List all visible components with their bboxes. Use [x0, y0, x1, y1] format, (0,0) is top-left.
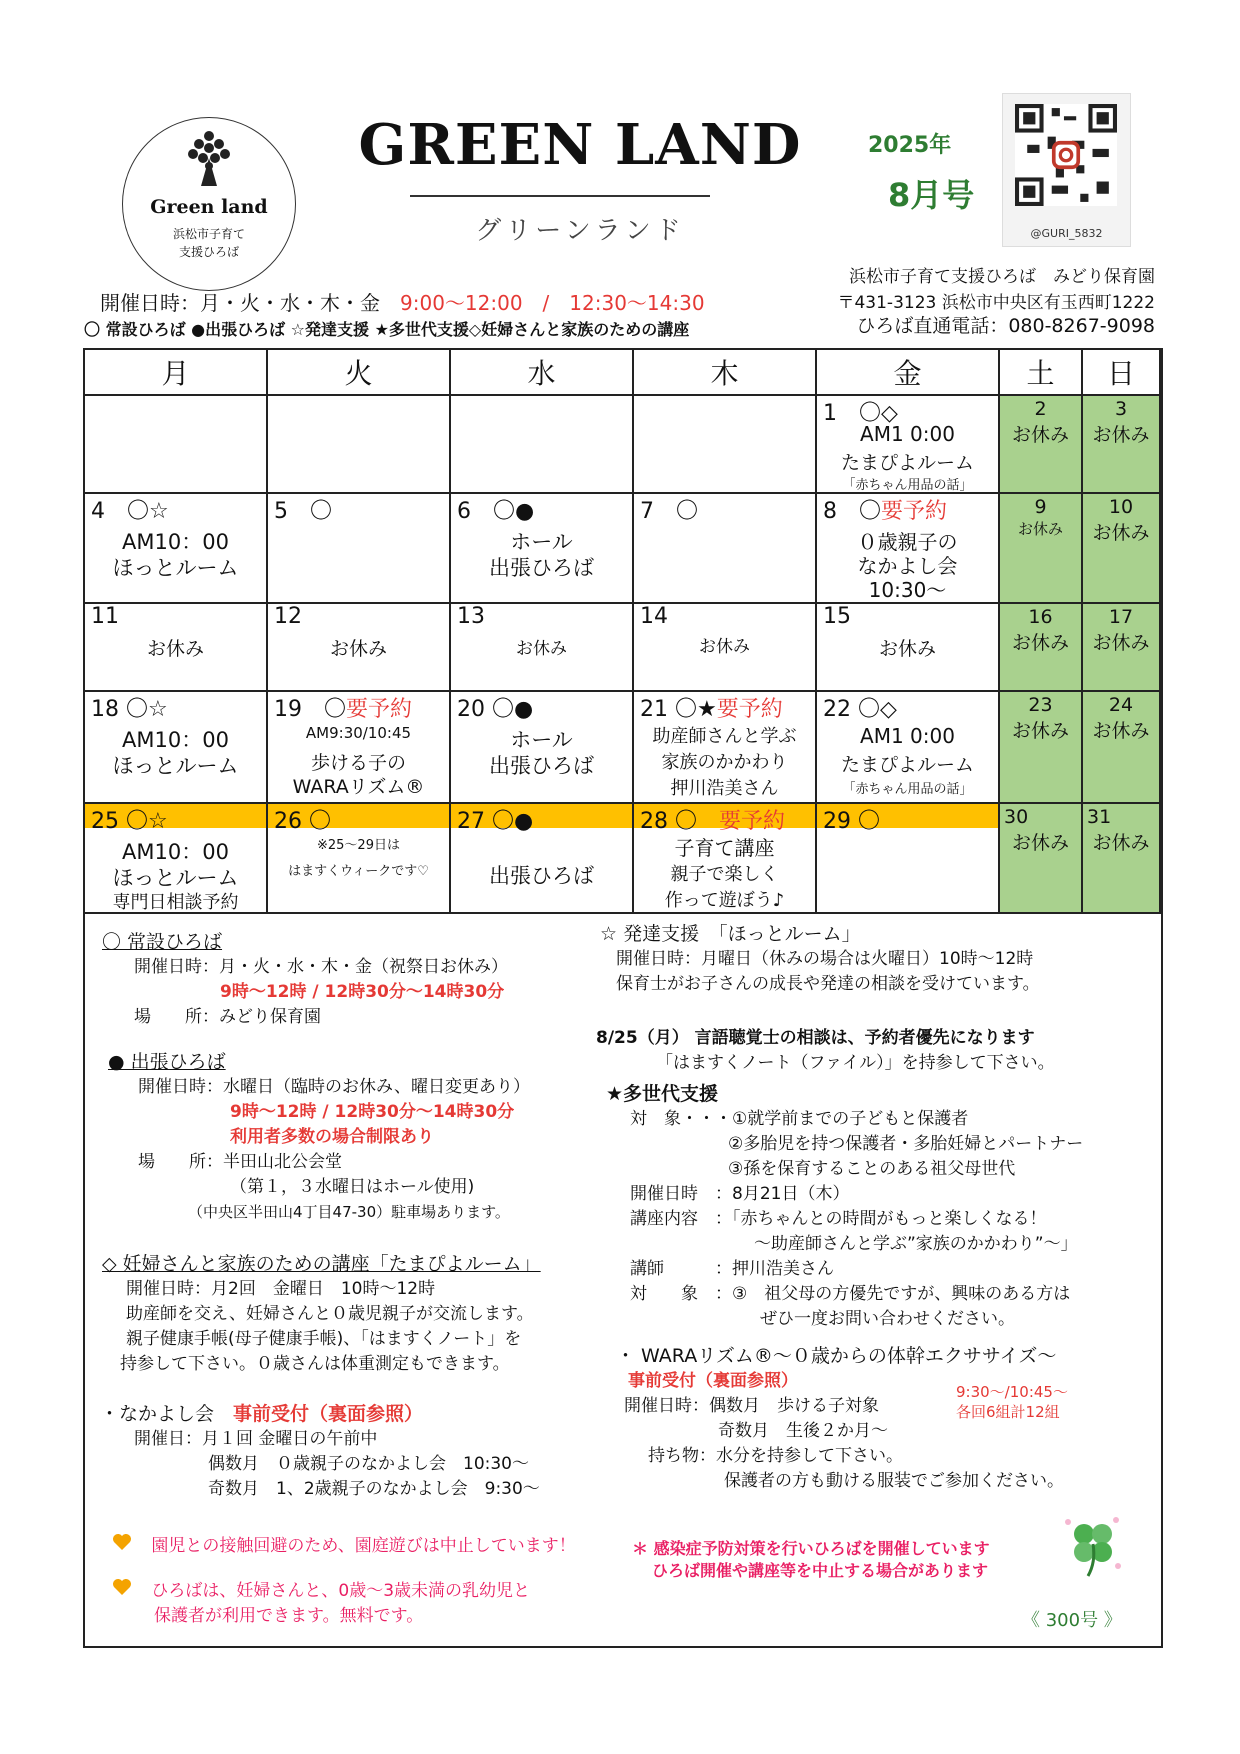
notice-garden: 園児との接触回避のため、園庭遊びは中止しています！ [112, 1533, 576, 1559]
notice-infection: ＊ 感染症予防対策を行いひろばを開催しています ひろば開催や講座等を中止する場合があります [632, 1539, 990, 1580]
day-number: 25 〇☆ [91, 809, 168, 834]
day-number: 13 [457, 604, 485, 629]
event-note: 専門日相談予約 [112, 892, 239, 913]
weekday-sun: 日 [1082, 349, 1160, 395]
event-time: AM10：00 [122, 840, 229, 864]
logo-wordmark: Green land [150, 196, 268, 218]
day-cell-2: 2 お休み [999, 395, 1082, 493]
event-title: 親子で楽しく [670, 864, 779, 885]
day-cell-24: 24 お休み [1082, 691, 1160, 803]
section-jousetsu: 〇 常設ひろば 開催日時：月・火・水・木・金（祝祭日お休み） 9時～12時 / 12時30分～14時30分 場 所：みどり保育園 [102, 931, 508, 1027]
event-title: 出張ひろば [489, 556, 594, 580]
event-lecturer: 押川浩美さん [670, 778, 779, 799]
logo [122, 117, 296, 291]
day-number: 1 〇◇ [823, 401, 898, 426]
reservation-badge: 要予約 [346, 697, 413, 722]
notice-eligibility: ひろばは、妊婦さんと、0歳～3歳未満の乳幼児と 保護者が利用できます。無料です。 [112, 1578, 530, 1629]
closed-label: お休み [878, 638, 936, 660]
event-time: 10:30～ [868, 578, 947, 602]
instagram-handle: @GURI_5832 [1030, 227, 1103, 240]
day-number: 22 〇◇ [823, 697, 897, 722]
org-name: 浜松市子育て支援ひろば みどり保育園 [849, 267, 1155, 287]
event-title: 助産師さんと学ぶ [652, 726, 797, 747]
event-time: AM10：00 [122, 728, 229, 752]
closed-label: お休み [146, 638, 204, 660]
weekday-sat: 土 [999, 349, 1082, 395]
day-cell-10: 10 お休み [1082, 493, 1160, 603]
title-kana: グリーンランド [475, 216, 685, 246]
day-cell-17: 17 お休み [1082, 603, 1160, 691]
section-gengo: 8/25（月） 言語聴覚士の相談は、予約者優先になります 「はますくノート（ファイル）」を持参して下さい。 [596, 1028, 1055, 1073]
weekday-tue: 火 [267, 349, 450, 395]
event-title: 出張ひろば [489, 754, 594, 778]
weekday-thu: 木 [633, 349, 816, 395]
event-note: はますくウィークです♡ [288, 864, 429, 879]
title-divider [410, 195, 710, 197]
day-cell-31: 31 お休み [1082, 803, 1160, 913]
event-title: 家族のかかわり [661, 752, 788, 773]
day-number: 14 [640, 604, 668, 629]
clover-icon [1058, 1510, 1128, 1580]
heart-icon [112, 1533, 132, 1551]
tree-icon [185, 128, 233, 188]
event-venue: ホール [510, 728, 573, 752]
closed-label: お休み [699, 637, 750, 657]
page-title: GREEN LAND [358, 112, 802, 178]
event-title: ほっとルーム [112, 754, 239, 778]
day-number: 6 〇● [457, 499, 535, 524]
event-time: AM1 0:00 [860, 724, 955, 748]
symbol-legend: 〇 常設ひろば ●出張ひろば ☆発達支援 ★多世代支援◇妊婦さんと家族のための講座 [84, 320, 690, 339]
event-title: なかよし会 [857, 554, 958, 578]
day-cell-3: 3 お休み [1082, 395, 1160, 493]
day-cell-30: 30 お休み [999, 803, 1082, 913]
day-number: 18 〇☆ [91, 697, 168, 722]
closed-label: お休み [329, 638, 387, 660]
reservation-badge: 要予約 [881, 499, 948, 524]
issue-year: 2025年 [868, 133, 952, 158]
day-number: 12 [274, 604, 302, 629]
event-title: ０歳親子の [857, 530, 958, 554]
event-title: 作って遊ぼう♪ [664, 890, 785, 911]
weekday-wed: 水 [450, 349, 633, 395]
section-shutchou: ● 出張ひろば 開催日時：水曜日（臨時のお休み、曜日変更あり） 9時～12時 / 12時30分～14時30分 利用者多数の場合制限あり 場 所：半田山北公会堂 （第１，３水曜日はホール使用) （中央区半田山4丁目47-30）駐車場あります。 [108, 1051, 531, 1221]
event-title: WARAリズム® [292, 776, 425, 798]
day-number: 21 〇★要予約 [640, 697, 783, 722]
day-number: 28 〇 要予約 [640, 809, 786, 834]
qr-code-card[interactable] [1002, 93, 1131, 247]
closed-label: お休み [516, 639, 567, 659]
day-cell-16: 16 お休み [999, 603, 1082, 691]
day-number: 4 〇☆ [91, 499, 169, 524]
day-number: 7 〇 [640, 499, 698, 524]
event-title: たまぴよルーム [840, 452, 974, 474]
logo-subtitle: 浜松市子育て 支援ひろば [172, 227, 245, 259]
reservation-badge: 要予約 [719, 809, 786, 834]
event-title: ほっとルーム [112, 866, 239, 890]
event-note: ※25～29日は [317, 838, 400, 853]
event-time: AM1 0:00 [860, 422, 955, 446]
event-time: AM10：00 [122, 530, 229, 554]
event-title: たまぴよルーム [840, 754, 974, 776]
event-subtitle: 「赤ちゃん用品の話」 [842, 478, 973, 493]
day-number: 5 〇 [274, 499, 332, 524]
event-title: 子育て講座 [674, 836, 775, 860]
day-cell-23: 23 お休み [999, 691, 1082, 803]
event-subtitle: 「赤ちゃん用品の話」 [842, 782, 973, 797]
event-title: 出張ひろば [489, 864, 594, 888]
event-title: ほっとルーム [112, 556, 239, 580]
weekday-mon: 月 [84, 349, 267, 395]
heart-icon [112, 1578, 132, 1596]
opening-hours: 開催日時：月・火・水・木・金 9:00～12:00 / 12:30～14:30 [100, 291, 705, 315]
org-address: 〒431-3123 浜松市中央区有玉西町1222 [837, 293, 1155, 313]
reservation-badge: 要予約 [716, 697, 783, 722]
section-tasedai: ★多世代支援 対 象・・・①就学前までの子どもと保護者 ②多胎児を持つ保護者・多胎妊婦とパートナー ③孫を保育することのある祖父母世代 開催日時 ：8月21日（木） 講座内容 ：「赤ちゃんとの時間がもっと楽しくなる！ ～助産師さんと学ぶ”家族のかかわり”～」 講師 ：押川浩美さん 対 象 ：③ 祖父母の方優先ですが、興味のある方は ぜひ一度お問い合わせください。 [606, 1083, 1084, 1329]
event-venue: ホール [510, 530, 573, 554]
qr-code-icon [1015, 104, 1117, 206]
section-hattatsu: ☆ 発達支援 「ほっとルーム」 開催日時：月曜日（休みの場合は火曜日）10時～12時 保育士がお子さんの成長や発達の相談を受けています。 [600, 923, 1040, 994]
day-number: 15 [823, 604, 851, 629]
section-wara: ・ WARAリズム®～０歳からの体幹エクササイズ～ 事前受付（裏面参照） 開催日時：偶数月 歩ける子対象 奇数月 生後２か月～ 持ち物：水分を持参して下さい。 保護者の方も動ける服装でご参加ください。 [616, 1345, 1064, 1491]
day-number: 27 〇● [457, 809, 534, 834]
day-number: 26 〇 [274, 809, 331, 834]
day-number: 19 〇要予約 [274, 697, 413, 722]
weekday-fri: 金 [816, 349, 999, 395]
day-number: 29 〇 [823, 809, 880, 834]
day-number: 20 〇● [457, 697, 534, 722]
day-number: 11 [91, 604, 119, 629]
event-time: AM9:30/10:45 [305, 724, 412, 742]
org-phone: ひろば直通電話：080-8267-9098 [856, 315, 1155, 337]
wara-schedule-note: 9:30～/10:45～ 各回6組計12組 [956, 1383, 1068, 1421]
issue-month: 8月号 [888, 176, 975, 214]
event-title: 歩ける子の [310, 752, 406, 774]
day-number: 8 〇要予約 [823, 499, 948, 524]
section-tamapiyo: ◇ 妊婦さんと家族のための講座「たまぴよルーム」 開催日時：月2回 金曜日 10時～12時 助産師を交え、妊婦さんと０歳児親子が交流します。 親子健康手帳(母子健康手帳)、「はますくノート」を 持参して下さい。０歳さんは体重測定もできます。 [102, 1253, 541, 1374]
section-nakayoshi: ・なかよし会 事前受付（裏面参照） 開催日：月１回 金曜日の午前中 偶数月 ０歳親子のなかよし会 10:30～ 奇数月 1、2歳親子のなかよし会 9:30～ [100, 1403, 540, 1499]
day-cell-9: 9 お休み [999, 493, 1082, 603]
issue-number: 《 300号 》 [1022, 1610, 1122, 1631]
